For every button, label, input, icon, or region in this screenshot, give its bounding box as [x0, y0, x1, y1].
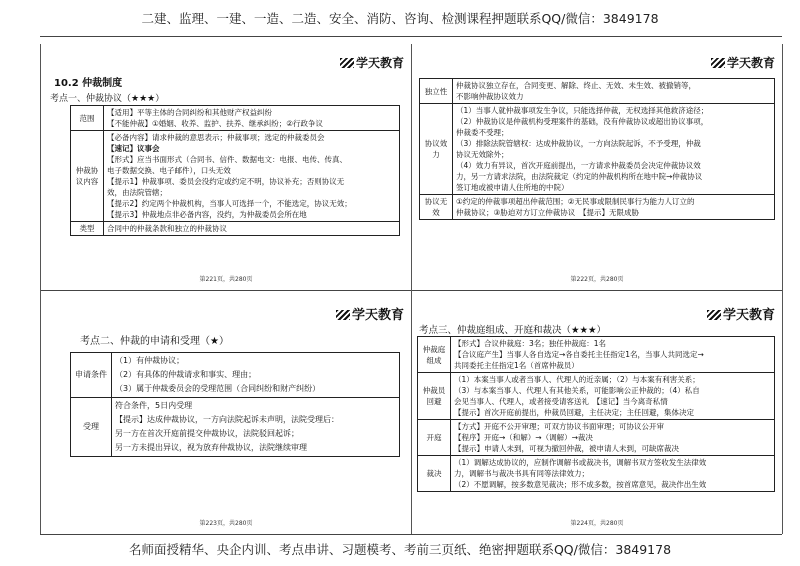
row-label: 仲裁协议内容: [71, 131, 104, 222]
page-223: [42, 292, 410, 532]
bottom-rule: [40, 534, 782, 535]
text-line: 共同委托主任指定1名（首席仲裁员）: [454, 361, 579, 370]
logo-stripes-icon: [336, 310, 350, 320]
text-line: （1）当事人就仲裁事项发生争议，只能选择仲裁，无权选择其他救济途径；: [456, 106, 709, 115]
row-label: 范围: [71, 106, 104, 131]
text-line: 另一方未提出异议，视为放弃仲裁协议，法院继续审理: [115, 443, 307, 452]
arbitration-agreement-table: [70, 105, 400, 236]
table-row: [71, 222, 400, 236]
logo: 学天教育: [340, 54, 404, 71]
page-222: [413, 46, 781, 288]
text-line: （3）属于仲裁委员会的受理范围（合同纠纷和财产纠纷）: [115, 384, 321, 393]
table-row: [71, 131, 400, 222]
text-line: 另一方在首次开庭前提交仲裁协议，法院驳回起诉；: [115, 429, 299, 438]
page-221: [42, 46, 410, 288]
logo-stripes-icon: [711, 58, 725, 68]
text-line: （1）有仲裁协议；: [115, 356, 185, 365]
row-label: 裁决: [418, 456, 451, 492]
row-label: 仲裁庭组成: [418, 337, 451, 373]
right-rule: [782, 44, 783, 534]
text-line: （2）有具体的仲裁请求和事实、理由；: [115, 370, 257, 379]
text-line: （3）与本案当事人、代理人有其他关系，可能影响公正仲裁的；（4）私自: [454, 386, 700, 395]
point-title: 考点二、仲裁的申请和受理（★）: [80, 336, 229, 347]
table-row: [71, 398, 400, 457]
section-title: 10.2 仲裁制度: [54, 78, 123, 89]
text-line: 【提示】申请人未到，可视为撤回仲裁，被申请人未到，可缺席裁决: [454, 444, 679, 453]
text-line: （4）效力有异议，首次开庭前提出，一方请求仲裁委员会决定仲裁协议效: [456, 161, 701, 170]
row-content: [104, 106, 400, 131]
row-content: [104, 222, 400, 236]
row-content: [451, 456, 775, 492]
row-content: [453, 104, 775, 195]
page-number: 第222页，共280页: [570, 276, 624, 283]
table-row: [418, 420, 775, 456]
text-line: ①约定的仲裁事项超出仲裁范围；②无民事或限制民事行为能力人订立的: [456, 197, 695, 206]
table-row: [420, 104, 775, 195]
table-row: [418, 456, 775, 492]
text-line: （2）不愿调解，按多数意见裁决；形不成多数，按首席意见，裁决作出生效: [454, 480, 707, 489]
text-line: （1）调解达成协议的，应制作调解书或裁决书，调解书双方签收发生法律效: [454, 458, 707, 467]
text-line: 符合条件，5日内受理: [115, 401, 193, 410]
tribunal-table: [417, 336, 775, 492]
text-line: 【合议庭产生】当事人各自选定→各自委托主任指定1名，当事人共同选定→: [454, 350, 704, 359]
table-row: [71, 106, 400, 131]
row-content: [104, 131, 400, 222]
text-line: （2）仲裁协议是仲裁机构受理案件的基础，没有仲裁协议或超出协议事项，: [456, 117, 709, 126]
text-line: 【提示3】仲裁地点非必备内容，没约，为仲裁委员会所在地: [107, 210, 307, 219]
text-line: 【提示】首次开庭前提出，仲裁员回避，主任决定；主任回避，集体决定: [454, 408, 694, 417]
text-line: 【速记】议事会: [107, 144, 160, 153]
text-line: （1）本案当事人或者当事人、代理人的近亲属；（2）与本案有利害关系；: [454, 375, 700, 384]
header-banner: 二建、监理、一建、一造、二造、安全、消防、咨询、检测课程押题联系QQ/微信：3849178: [141, 11, 659, 26]
text-line: 会见当事人、代理人，或者接受请客送礼 【速记】当今离奇私情: [454, 397, 668, 406]
row-content: [451, 420, 775, 456]
row-label: 开庭: [418, 420, 451, 456]
agreement-effect-table: [419, 78, 775, 220]
table-row: [71, 353, 400, 398]
row-label: 协议效力: [420, 104, 453, 195]
page-number: 第221页，共280页: [199, 276, 253, 283]
table-row: [418, 373, 775, 420]
row-label: 仲裁员回避: [418, 373, 451, 420]
left-rule: [40, 44, 41, 534]
page-224: [413, 292, 781, 532]
text-line: 电子数据交换、电子邮件），口头无效: [107, 166, 231, 175]
row-label: 独立性: [420, 79, 453, 104]
row-content: [112, 353, 400, 398]
logo-stripes-icon: [340, 58, 354, 68]
logo: 学天教育: [711, 54, 775, 71]
text-line: 仲裁协议；③胁迫对方订立仲裁协议 【提示】无限成胁: [456, 208, 639, 217]
text-line: 不影响仲裁协议效力: [456, 92, 524, 101]
text-line: （3）排除法院管辖权：达成仲裁协议，一方向法院起诉，不予受理，仲裁: [456, 139, 701, 148]
application-table: [70, 352, 400, 457]
footer-banner: 名师面授精华、央企内训、考点串讲、习题模考、考前三页纸、绝密押题联系QQ/微信：3849178: [128, 542, 672, 557]
top-rule: [40, 36, 782, 37]
text-line: 【方式】开庭不公开审理；可双方协议书面审理；可协议公开审: [454, 422, 664, 431]
text-line: 力，另一方请求法院，由法院裁定（约定的仲裁机构所在地中院→仲裁协议: [456, 172, 703, 181]
point-title: 考点一、仲裁协议（★★★）: [50, 94, 165, 104]
text-line: 仲裁协议独立存在，合同变更、解除、终止、无效、未生效、被撤销等，: [456, 81, 696, 90]
logo: 学天教育: [707, 304, 775, 323]
text-line: 【必备内容】请求仲裁的意思表示；仲裁事项；选定的仲裁委员会: [107, 133, 325, 142]
page-number: 第224页，共280页: [570, 520, 624, 527]
text-line: 【提示1】仲裁事项、委员会没约定或约定不明，协议补充；否则协议无: [107, 177, 345, 186]
center-rule: [411, 44, 412, 534]
row-content: [453, 195, 775, 220]
row-label: 受理: [71, 398, 112, 457]
row-content: [451, 337, 775, 373]
text-line: 协议无效除外；: [456, 150, 509, 159]
row-label: 协议无效: [420, 195, 453, 220]
text-line: 【形式】应当书面形式（合同书、信件、数据电文：电报、电传、传真、: [107, 155, 347, 164]
logo: 学天教育: [336, 304, 404, 323]
text-line: 【提示】达成仲裁协议，一方向法院起诉未声明，法院受理后：: [115, 415, 339, 424]
row-content: [112, 398, 400, 457]
text-line: 力，调解书与裁决书具有同等法律效力；: [454, 469, 589, 478]
point-title: 考点三、仲裁庭组成、开庭和裁决（★★★）: [419, 325, 607, 336]
table-row: [420, 79, 775, 104]
text-line: 效，由法院管辖；: [107, 188, 167, 197]
text-line: 【适用】平等主体的合同纠纷和其他财产权益纠纷: [107, 108, 272, 117]
text-line: 【不能仲裁】①婚姻、收养、监护、扶养、继承纠纷；②行政争议: [107, 119, 323, 128]
text-line: 签订地或被申请人住所地的中院）: [456, 183, 569, 192]
logo-stripes-icon: [707, 310, 721, 320]
text-line: 仲裁委不受理；: [456, 128, 509, 137]
page-number: 第223页，共280页: [199, 520, 253, 527]
text-line: 合同中的仲裁条款和独立的仲裁协议: [107, 224, 227, 233]
text-line: 【形式】合议仲裁庭：3名；独任仲裁庭：1名: [454, 339, 607, 348]
table-row: [418, 337, 775, 373]
row-content: [451, 373, 775, 420]
row-content: [453, 79, 775, 104]
table-row: [420, 195, 775, 220]
text-line: 【程序】开庭→（和解）→（调解）→裁决: [454, 433, 593, 442]
row-label: 类型: [71, 222, 104, 236]
text-line: 【提示2】约定两个仲裁机构，当事人可选择一个，不能选定，协议无效；: [107, 199, 352, 208]
row-label: 申请条件: [71, 353, 112, 398]
